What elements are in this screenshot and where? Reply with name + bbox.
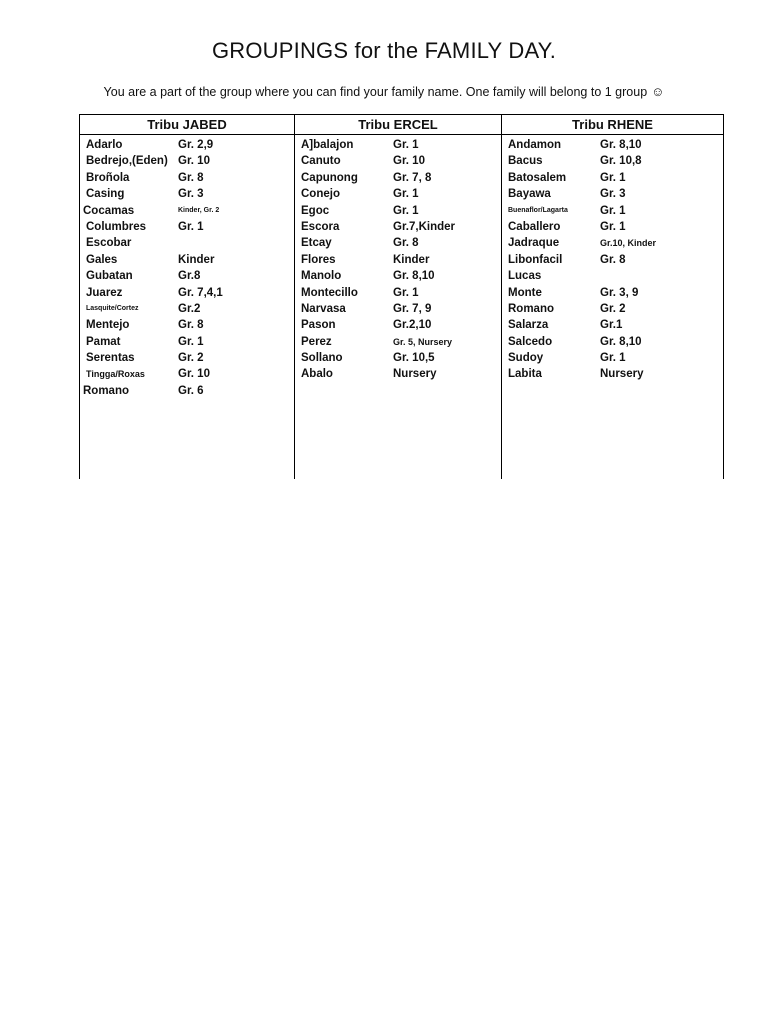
family-name: Batosalem xyxy=(508,171,567,184)
subtitle-text: You are a part of the group where you can find your family name. One family will belong to 1 group xyxy=(103,85,648,99)
table-row xyxy=(80,153,294,169)
table-row xyxy=(502,235,723,251)
grade-level: Gr. 8 xyxy=(393,237,419,250)
family-name: Lucas xyxy=(508,270,542,283)
family-name: Salarza xyxy=(508,319,549,332)
family-name: Bedrejo,(Eden) xyxy=(86,155,168,168)
family-name: Monte xyxy=(508,286,542,299)
grade-level: Gr. 10,5 xyxy=(393,352,435,365)
family-name: Sudoy xyxy=(508,352,544,365)
tribe-header: Tribu RHENE xyxy=(502,115,723,135)
tribe-column-ercel xyxy=(294,115,501,479)
grade-level: Gr. 1 xyxy=(600,220,626,233)
family-name: Capunong xyxy=(301,171,358,184)
table-row xyxy=(295,317,501,333)
grade-level: Gr.1 xyxy=(600,319,623,332)
grade-level: Gr. 3 xyxy=(178,188,204,201)
groupings-table xyxy=(79,114,724,479)
table-row xyxy=(502,203,723,219)
grade-level xyxy=(178,235,294,251)
family-name: Columbres xyxy=(86,220,147,233)
grade-level: Gr. 1 xyxy=(600,352,626,365)
table-row xyxy=(502,153,723,169)
family-name: Tingga/Roxas xyxy=(86,369,145,380)
family-name: Gales xyxy=(86,253,118,266)
family-name: Pamat xyxy=(86,335,121,348)
table-row xyxy=(502,366,723,382)
family-name: Libonfacil xyxy=(508,253,563,266)
table-row xyxy=(502,301,723,317)
table-row xyxy=(80,186,294,202)
table-row xyxy=(502,334,723,350)
family-name: Broñola xyxy=(86,171,130,184)
tribe-column-jabed xyxy=(80,115,294,479)
table-row xyxy=(295,203,501,219)
family-name: Gubatan xyxy=(86,270,133,283)
table-row xyxy=(502,350,723,366)
grade-level: Nursery xyxy=(600,368,644,381)
grade-level: Gr. 1 xyxy=(178,220,204,233)
table-row xyxy=(502,219,723,235)
family-name: Conejo xyxy=(301,188,340,201)
table-row xyxy=(295,186,501,202)
table-row xyxy=(502,252,723,268)
table-row xyxy=(80,301,294,317)
table-row xyxy=(295,366,501,382)
tribe-rows xyxy=(502,135,723,383)
family-name: Romano xyxy=(508,302,554,315)
table-row xyxy=(502,317,723,333)
grade-level: Gr. 1 xyxy=(178,335,204,348)
table-row xyxy=(502,137,723,153)
grade-level: Gr. 7, 9 xyxy=(393,302,432,315)
family-name: Bacus xyxy=(508,155,543,168)
table-row xyxy=(295,350,501,366)
table-row xyxy=(502,268,723,284)
family-name: Jadraque xyxy=(508,237,560,250)
table-row xyxy=(295,252,501,268)
family-name: Pason xyxy=(301,319,336,332)
grade-level: Gr. 8 xyxy=(178,171,204,184)
grade-level: Gr. 2,9 xyxy=(178,139,214,151)
table-row xyxy=(80,366,294,382)
grade-level: Nursery xyxy=(393,368,437,381)
family-name: Perez xyxy=(301,335,332,348)
table-row xyxy=(80,170,294,186)
family-name: Abalo xyxy=(301,368,333,381)
family-name: Juarez xyxy=(86,286,123,299)
family-name: Labita xyxy=(508,368,542,381)
family-name: Montecillo xyxy=(301,286,358,299)
grade-level: Gr. 1 xyxy=(600,204,626,217)
grade-level: Gr. 10 xyxy=(178,368,210,381)
table-row xyxy=(295,137,501,153)
grade-level: Kinder, Gr. 2 xyxy=(178,206,220,214)
family-name: Serentas xyxy=(86,352,135,365)
grade-level: Gr. 8 xyxy=(600,253,626,266)
grade-level: Gr.2,10 xyxy=(393,319,432,332)
grade-level: Gr.10, Kinder xyxy=(600,238,657,249)
family-name: Sollano xyxy=(301,352,343,365)
table-row xyxy=(295,153,501,169)
grade-level: Gr. 1 xyxy=(393,188,419,201)
table-row xyxy=(295,170,501,186)
grade-level xyxy=(600,268,723,284)
table-row xyxy=(80,235,294,251)
grade-level: Gr. 1 xyxy=(600,171,626,184)
grade-level: Gr.8 xyxy=(178,270,201,283)
family-name: Etcay xyxy=(301,237,332,250)
grade-level: Gr. 6 xyxy=(178,384,204,397)
grade-level: Gr. 1 xyxy=(393,139,419,151)
tribe-rows xyxy=(80,135,294,399)
family-name: Escobar xyxy=(86,237,132,250)
grade-level: Gr. 7, 8 xyxy=(393,171,432,184)
table-row xyxy=(80,219,294,235)
table-row xyxy=(80,137,294,153)
family-name: Mentejo xyxy=(86,319,130,332)
family-name: Egoc xyxy=(301,204,330,217)
family-name: Romano xyxy=(83,384,129,397)
tribe-header: Tribu ERCEL xyxy=(295,115,501,135)
family-name: Narvasa xyxy=(301,302,346,315)
family-name: Salcedo xyxy=(508,335,553,348)
family-name: Adarlo xyxy=(86,139,123,151)
grade-level: Gr. 10,8 xyxy=(600,155,642,168)
table-row xyxy=(295,235,501,251)
grade-level: Gr. 1 xyxy=(393,204,419,217)
grade-level: Gr. 5, Nursery xyxy=(393,336,453,347)
table-row xyxy=(295,301,501,317)
grade-level: Kinder xyxy=(178,253,215,266)
table-row xyxy=(295,285,501,301)
family-name: Canuto xyxy=(301,155,341,168)
family-name: Bayawa xyxy=(508,188,551,201)
table-row xyxy=(80,252,294,268)
grade-level: Gr. 3 xyxy=(600,188,626,201)
table-row xyxy=(80,285,294,301)
family-name: Escora xyxy=(301,220,340,233)
family-name: Flores xyxy=(301,253,336,266)
grade-level: Gr. 8,10 xyxy=(600,335,642,348)
table-row xyxy=(80,268,294,284)
grade-level: Gr. 10 xyxy=(393,155,425,168)
grade-level: Gr. 8 xyxy=(178,319,204,332)
subtitle xyxy=(0,84,768,99)
family-name: Lasquite/Cortez xyxy=(86,304,139,312)
table-row xyxy=(502,170,723,186)
table-row xyxy=(80,383,294,399)
table-row xyxy=(295,268,501,284)
grade-level: Gr. 2 xyxy=(600,302,626,315)
family-name: Buenaflor/Lagarta xyxy=(508,206,568,214)
grade-level: Gr. 3, 9 xyxy=(600,286,639,299)
tribe-column-rhene xyxy=(501,115,723,479)
table-row xyxy=(295,219,501,235)
table-row xyxy=(502,186,723,202)
family-name: Caballero xyxy=(508,220,561,233)
family-name: Casing xyxy=(86,188,125,201)
tribe-rows xyxy=(295,135,501,383)
family-name: Andamon xyxy=(508,139,562,151)
table-row xyxy=(80,334,294,350)
grade-level: Gr. 8,10 xyxy=(600,139,642,151)
grade-level: Kinder xyxy=(393,253,430,266)
grade-level: Gr. 7,4,1 xyxy=(178,286,223,299)
tribe-header: Tribu JABED xyxy=(80,115,294,135)
grade-level: Gr. 1 xyxy=(393,286,419,299)
table-row xyxy=(295,334,501,350)
table-row xyxy=(502,285,723,301)
smiley-icon: ☺ xyxy=(651,84,665,99)
table-row xyxy=(80,317,294,333)
page-title: GROUPINGS for the FAMILY DAY. xyxy=(211,38,557,63)
family-name: Manolo xyxy=(301,270,342,283)
table-row xyxy=(80,350,294,366)
family-name: A]balajon xyxy=(301,139,354,151)
table-row xyxy=(80,203,294,219)
grade-level: Gr.7,Kinder xyxy=(393,220,455,233)
grade-level: Gr. 10 xyxy=(178,155,210,168)
grade-level: Gr.2 xyxy=(178,302,201,315)
family-name: Cocamas xyxy=(83,204,135,217)
grade-level: Gr. 8,10 xyxy=(393,270,435,283)
grade-level: Gr. 2 xyxy=(178,352,204,365)
